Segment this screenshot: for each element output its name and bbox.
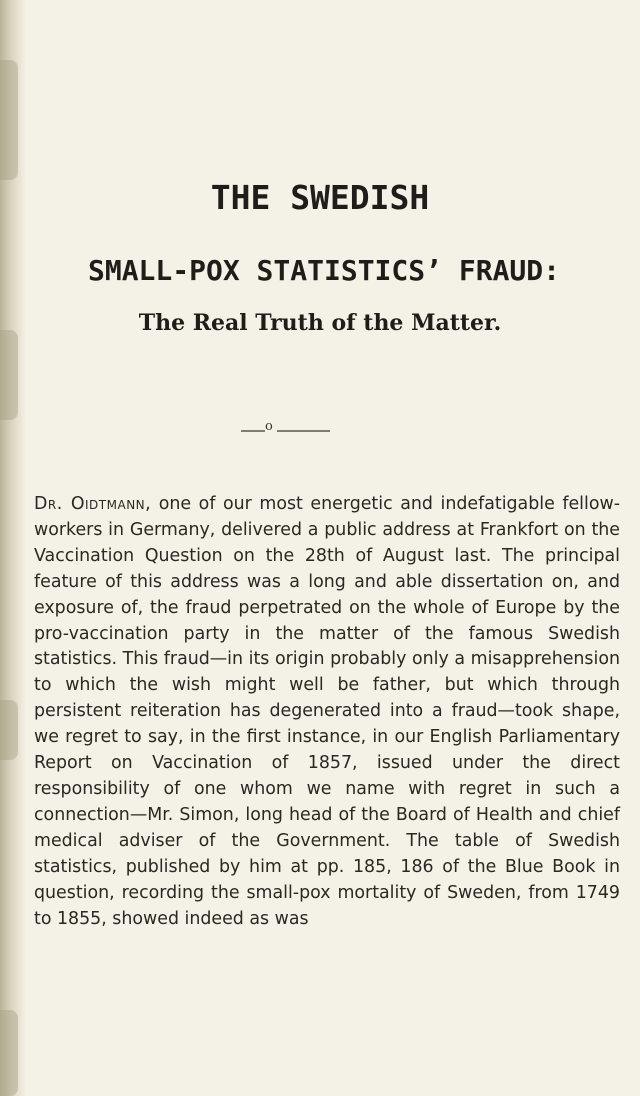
page-stain	[0, 700, 18, 760]
title-line-1: THE SWEDISH	[210, 178, 430, 217]
lead-name: Dr. Oidtmann,	[34, 494, 152, 514]
divider-mark: o	[265, 419, 273, 434]
divider-rule	[0, 424, 640, 438]
subtitle: The Real Truth of the Matter.	[138, 310, 502, 336]
page-stain	[0, 60, 18, 180]
page-stain	[0, 1010, 18, 1096]
page-stain	[0, 330, 18, 420]
paragraph-text: one of our most energetic and indefatigable fellow-workers in Germany, delivered a public address at Frankfort on the Vaccination Question on the 28th of August last. The principal feature of this address was a long and able dissertation on, and exposure of, the fraud perpetrated on the whole of Europe by the pro-vaccination party in the matter of the famous Swedish statistics. This fraud—in its origin probably only a misapprehension to which the wish might well be father, but which through persistent reiteration has degenerated into a fraud—took shape, we regret to say, in the first instance, in our English Parliamentary Report on Vaccination of 1857, issued under the direct responsibility of one whom we name with regret in such a connection—Mr. Simon, long head of the Board of Health and chief medical adviser of the Government. The table of Swedish statistics, published by him at pp. 185, 186 of the Blue Book in question, recording the small-pox mortality of Sweden, from 1749 to 1855, showed indeed as was	[34, 494, 620, 929]
section-divider	[0, 419, 640, 437]
article-paragraph	[34, 492, 620, 932]
article-body	[34, 492, 620, 932]
title-line-2: SMALL-POX STATISTICS’ FRAUD:	[87, 254, 560, 287]
